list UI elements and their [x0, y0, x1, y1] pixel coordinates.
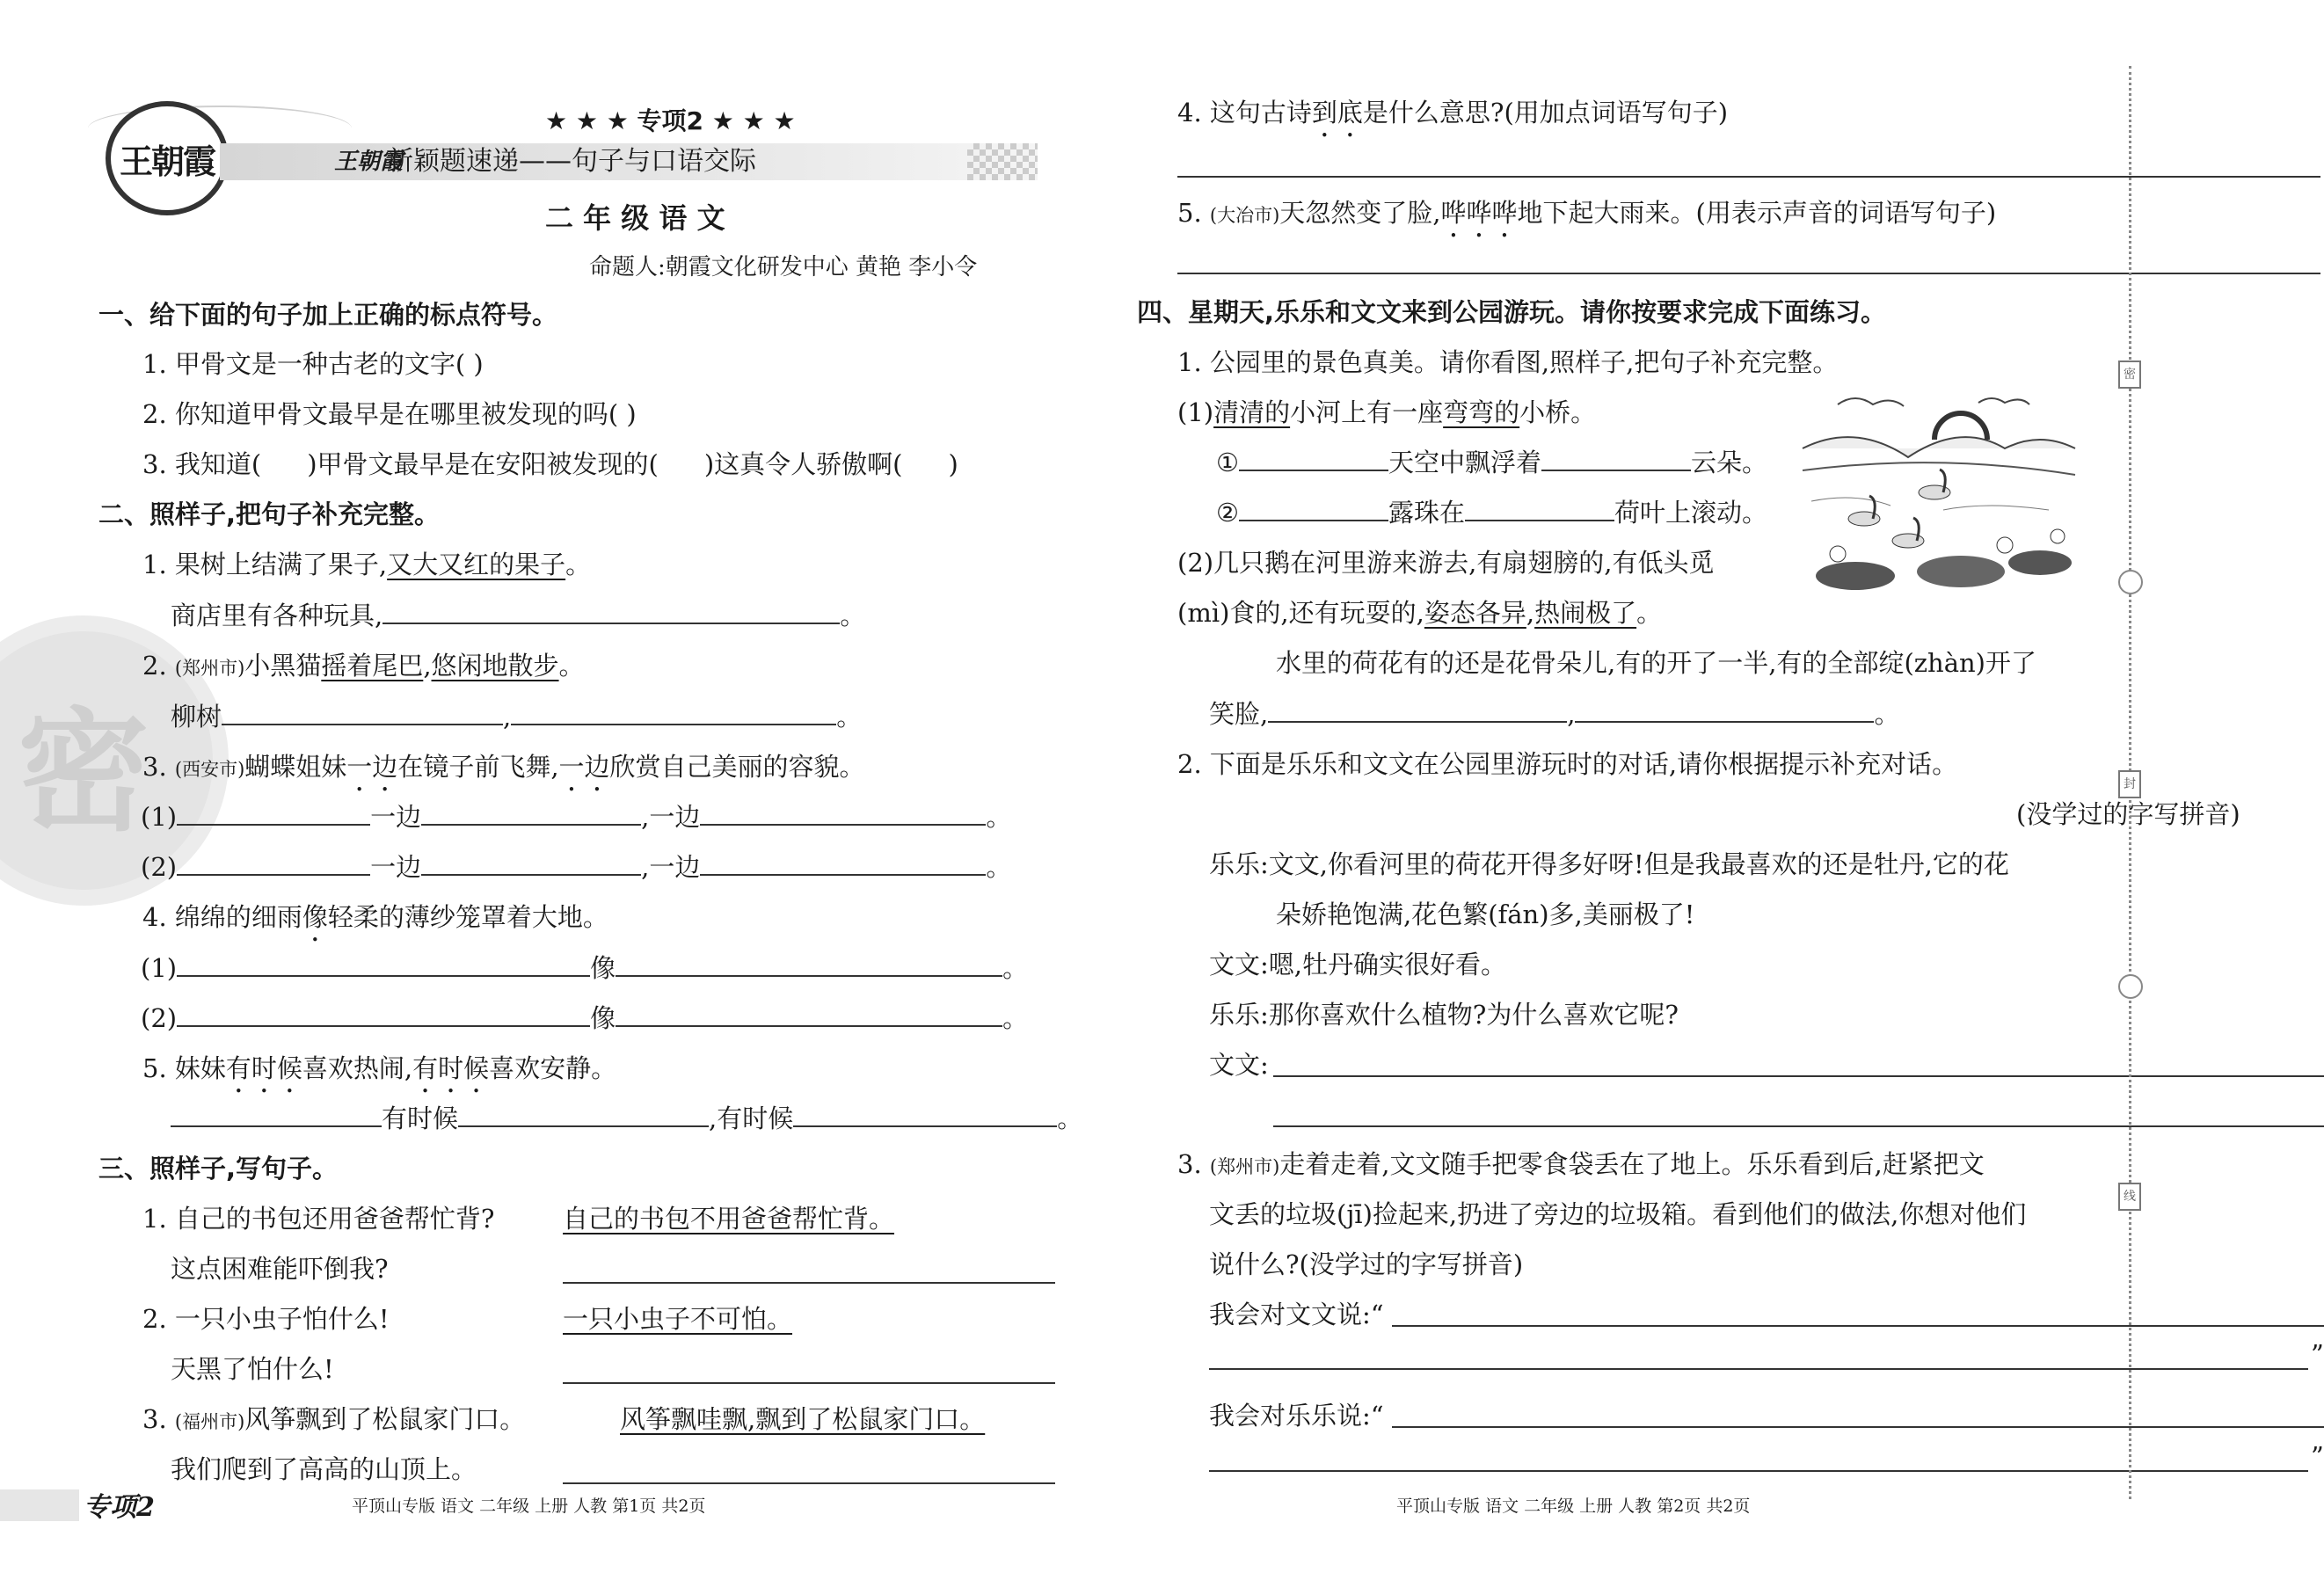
left-page: [0, 0, 1111, 1573]
s3-question-4: 4. 这句古诗到底是什么意思?(用加点词语写句子): [1177, 98, 1729, 127]
section-number-title: ★ ★ ★ 专项2 ★ ★ ★: [545, 106, 796, 135]
s4-part-2: (2)几只鹅在河里游来游去,有扇翅膀的,有低头觅: [1177, 548, 1715, 578]
answer-blank[interactable]: [1465, 497, 1614, 521]
answer-blank[interactable]: [616, 952, 1002, 977]
seal-mark-xian: 线: [2118, 1183, 2141, 1211]
answer-line[interactable]: [1273, 1075, 2324, 1077]
seal-mark-mi: 密: [2118, 360, 2141, 389]
s4-part-2-task: 水里的荷花有的还是花骨朵儿,有的开了一半,有的全部绽(zhàn)开了: [1276, 648, 2036, 678]
section-4-title: 四、星期天,乐乐和文文来到公园游玩。请你按要求完成下面练习。: [1137, 297, 1887, 327]
answer-blank[interactable]: [511, 701, 836, 725]
answer-blank[interactable]: [421, 801, 641, 826]
answer-line[interactable]: [1392, 1325, 2324, 1327]
s4-part-2-fill: 笑脸, , 。: [1209, 699, 1900, 729]
s2-question-3: 3. (西安市)蝴蝶姐妹一边在镜子前飞舞,一边欣赏自己美丽的容貌。: [142, 752, 865, 782]
brand-logo: 王朝霞: [106, 101, 229, 215]
answer-blank[interactable]: [616, 1002, 1002, 1027]
s3-q3-task: 我们爬到了高高的山顶上。: [171, 1454, 477, 1484]
footer-label: 专项2: [84, 1492, 155, 1523]
seal-mark-feng: 封: [2118, 770, 2141, 798]
answer-blank[interactable]: [171, 1103, 382, 1127]
s1-question-1: 1. 甲骨文是一种古老的文字( ): [142, 349, 484, 379]
answer-line[interactable]: [1392, 1426, 2324, 1428]
answer-line[interactable]: [563, 1282, 1055, 1284]
footer-page-info: 平顶山专版 语文 二年级 上册 人教 第2页 共2页: [1396, 1497, 1751, 1516]
s4-question-3: 3. (郑州市)走着走着,文文随手把零食袋丢在了地上。乐乐看到后,赶紧把文: [1177, 1149, 1985, 1179]
answer-blank[interactable]: [177, 1002, 590, 1027]
seal-circle: [2118, 974, 2143, 999]
banner-brand: 王朝霞: [334, 149, 404, 175]
s2-question-4: 4. 绵绵的细雨像轻柔的薄纱笼罩着大地。: [142, 902, 608, 932]
answer-blank[interactable]: [793, 1103, 1057, 1127]
answer-blank[interactable]: [1541, 447, 1691, 471]
dialogue-lele-1-cont: 朵娇艳饱满,花色繁(fán)多,美丽极了!: [1276, 899, 1695, 929]
answer-blank[interactable]: [1268, 698, 1567, 723]
s1-question-2: 2. 你知道甲骨文最早是在哪里被发现的吗( ): [142, 399, 637, 429]
s4-question-2: 2. 下面是乐乐和文文在公园里游玩时的对话,请你根据提示补充对话。: [1177, 749, 1958, 779]
s3-question-2: 2. 一只小虫子怕什么!: [142, 1304, 390, 1334]
s4-fill-1: ① 天空中飘浮着 云朵。: [1216, 448, 1768, 477]
s2-question-2: 2. (郑州市)小黑猫摇着尾巴,悠闲地散步。: [142, 651, 585, 681]
s4-fill-2: ② 露珠在 荷叶上滚动。: [1216, 498, 1768, 528]
answer-blank[interactable]: [1575, 698, 1874, 723]
s2-q3-row-2: (2) 一边 ,一边 。: [141, 852, 1012, 882]
dialogue-lele-1: 乐乐:文文,你看河里的荷花开得多好呀!但是我最喜欢的还是牡丹,它的花: [1209, 849, 2009, 879]
answer-line[interactable]: [1273, 1125, 2324, 1127]
answer-blank[interactable]: [458, 1103, 709, 1127]
footer-tab: [0, 1489, 79, 1521]
s3-q1-example: 自己的书包不用爸爸帮忙背。: [563, 1204, 895, 1234]
dialogue-wenwen-2: 文文:: [1209, 1050, 1269, 1080]
answer-line[interactable]: [1209, 1368, 2308, 1370]
dialogue-wenwen-1: 文文:嗯,牡丹确实很好看。: [1209, 950, 1506, 979]
answer-blank[interactable]: [177, 851, 370, 876]
s4-question-3-cont: 文丢的垃圾(jī)捡起来,扔进了旁边的垃圾箱。看到他们的做法,你想对他们: [1209, 1199, 2027, 1229]
s2-q5-row: 有时候 ,有时候 。: [171, 1101, 1082, 1136]
park-scene-illustration: [1803, 387, 2075, 598]
section-2-title: 二、照样子,把句子补充完整。: [98, 499, 441, 529]
footer-page-info: 平顶山专版 语文 二年级 上册 人教 第1页 共2页: [352, 1497, 706, 1516]
s2-question-1: 1. 果树上结满了果子,又大又红的果子。: [142, 550, 592, 579]
answer-blank[interactable]: [177, 952, 590, 977]
s4-part-1: (1)清清的小河上有一座弯弯的小桥。: [1177, 397, 1597, 427]
right-page: [1111, 0, 2324, 1573]
answer-line[interactable]: [563, 1382, 1055, 1384]
banner-pattern: [967, 143, 1038, 180]
answer-line[interactable]: [563, 1482, 1055, 1484]
answer-blank[interactable]: [700, 851, 986, 876]
s2-q1-task: 商店里有各种玩具, 。: [171, 601, 866, 630]
s2-question-5: 5. 妹妹有时候喜欢热闹,有时候喜欢安静。: [142, 1053, 617, 1083]
answer-blank[interactable]: [222, 701, 503, 725]
s3-q1-task: 这点困难能吓倒我?: [171, 1254, 389, 1284]
answer-blank[interactable]: [421, 851, 641, 876]
s2-q4-row-1: (1) 像 。: [141, 953, 1029, 983]
dialogue-lele-2: 乐乐:那你喜欢什么植物?为什么喜欢它呢?: [1209, 1000, 1679, 1030]
s2-q2-task: 柳树 , 。: [171, 702, 863, 732]
say-to-lele: 我会对乐乐说:“: [1209, 1401, 1384, 1431]
s4-question-3-end: 说什么?(没学过的字写拼音): [1209, 1249, 1524, 1279]
banner-title: 新颖题速递——句子与口语交际: [387, 146, 756, 177]
answer-line[interactable]: [1209, 1470, 2308, 1472]
s4-q2-hint: (没学过的字写拼音): [2016, 799, 2240, 829]
close-quote: ”: [2311, 1441, 2324, 1471]
s3-question-1: 1. 自己的书包还用爸爸帮忙背?: [142, 1204, 495, 1234]
answer-blank[interactable]: [700, 801, 986, 826]
s3-question-5: 5. (大冶市)天忽然变了脸,哗哗哗地下起大雨来。(用表示声音的词语写句子): [1177, 198, 1997, 228]
answer-blank[interactable]: [1239, 447, 1388, 471]
s3-q3-example: 风筝飘哇飘,飘到了松鼠家门口。: [620, 1404, 986, 1434]
answer-blank[interactable]: [1239, 497, 1388, 521]
seal-circle: [2118, 570, 2143, 594]
watermark-seal: 密: [0, 615, 229, 906]
answer-blank[interactable]: [177, 801, 370, 826]
s4-part-2-cont: (mì)食的,还有玩耍的,姿态各异,热闹极了。: [1177, 598, 1663, 628]
answer-line[interactable]: [1177, 273, 2320, 274]
close-quote: ”: [2311, 1339, 2324, 1369]
say-to-wenwen: 我会对文文说:“: [1209, 1300, 1384, 1329]
section-1-title: 一、给下面的句子加上正确的标点符号。: [98, 300, 558, 330]
s3-q2-example: 一只小虫子不可怕。: [563, 1304, 793, 1334]
s2-q4-row-2: (2) 像 。: [141, 1003, 1029, 1033]
subject-title: 二 年 级 语 文: [545, 201, 725, 235]
authors-line: 命题人:朝霞文化研发中心 黄艳 李小令: [589, 254, 978, 280]
answer-blank[interactable]: [382, 600, 840, 624]
s4-question-1: 1. 公园里的景色真美。请你看图,照样子,把句子补充完整。: [1177, 347, 1839, 377]
s1-question-3: 3. 我知道( )甲骨文最早是在安阳被发现的( )这真令人骄傲啊( ): [142, 449, 958, 479]
s3-question-3: 3. (福州市)风筝飘到了松鼠家门口。: [142, 1404, 526, 1434]
s3-q2-task: 天黑了怕什么!: [171, 1354, 334, 1384]
answer-line[interactable]: [1177, 176, 2320, 178]
s2-q3-row-1: (1) 一边 ,一边 。: [141, 802, 1012, 832]
section-3-title: 三、照样子,写句子。: [98, 1154, 339, 1183]
